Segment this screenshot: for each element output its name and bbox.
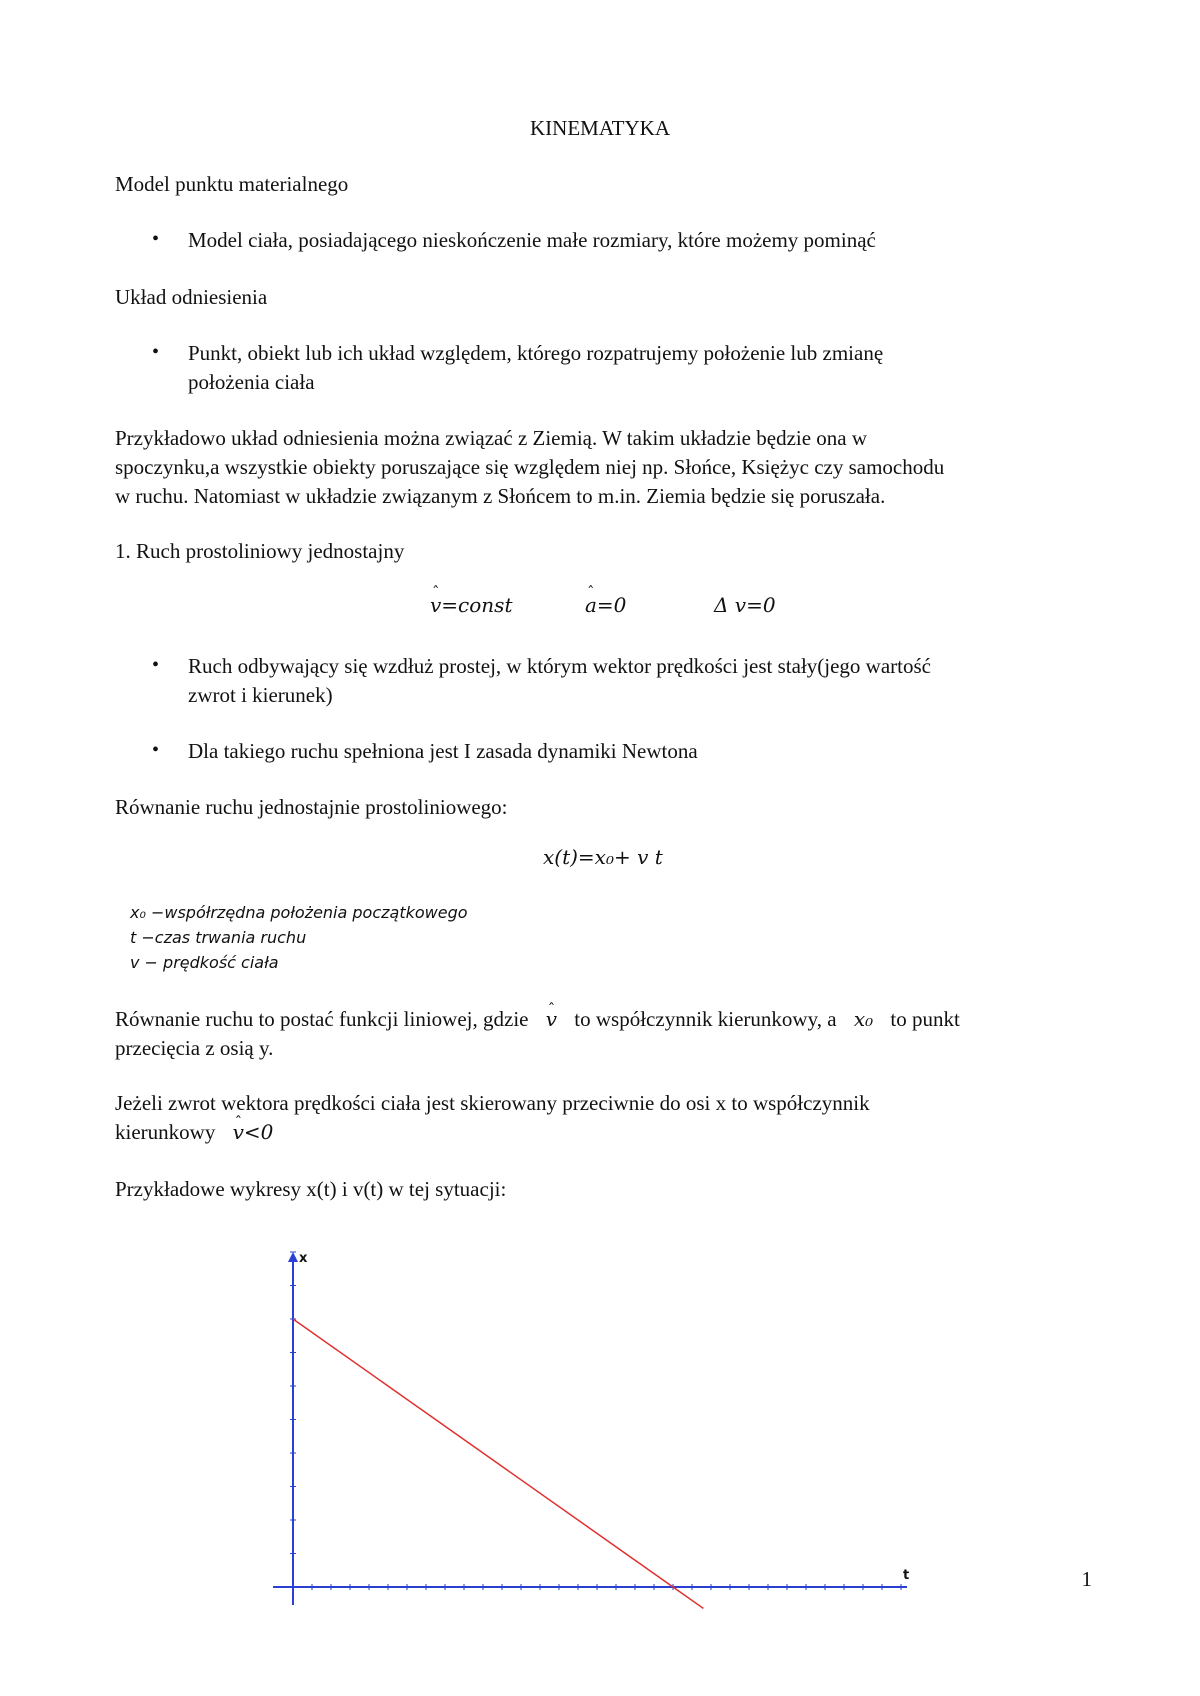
inline-v-text: ˆ v [546, 1005, 557, 1034]
legend-v: v − prędkość ciała [130, 953, 279, 972]
paragraph-line: Przykładowe wykresy x(t) i v(t) w tej sytuacji: [115, 1177, 507, 1201]
y-axis-arrow [288, 1252, 298, 1262]
text-segment: kierunkowy [115, 1120, 216, 1144]
bullet-uklad-line2: położenia ciała [188, 370, 315, 394]
inline-v [546, 1007, 557, 1031]
bullet-marker: • [152, 654, 160, 676]
bullet-marker: • [152, 341, 160, 363]
page-title: KINEMATYKA [530, 116, 670, 140]
paragraph-line: Jeżeli zwrot wektora prędkości ciała jest skierowany przeciwnie do osi x to współczynnik [115, 1091, 870, 1115]
equation-text: ˆ a=0 [585, 593, 626, 617]
bullet-model: Model ciała, posiadającego nieskończenie małe rozmiary, które możemy pominąć [188, 228, 876, 252]
x-axis-label: t [903, 1568, 910, 1583]
paragraph-line: Przykładowo układ odniesienia można związać z Ziemią. W takim układzie będzie ona w [115, 426, 868, 450]
equation-v-const [430, 593, 512, 617]
series-line-0 [293, 1319, 703, 1608]
equation-a-zero [585, 593, 626, 617]
text-segment: to współczynnik kierunkowy, a [574, 1007, 837, 1031]
inline-v-neg-text: ˆ v<0 [233, 1118, 274, 1147]
heading-ruch: 1. Ruch prostoliniowy jednostajny [115, 539, 405, 563]
text-segment: Równanie ruchu to postać funkcji liniowej, gdzie [115, 1007, 529, 1031]
text-segment: to punkt [890, 1007, 960, 1031]
inline-v-neg [233, 1120, 274, 1144]
legend-x0: x₀ −współrzędna położenia początkowego [130, 903, 468, 922]
heading-model: Model punktu materialnego [115, 172, 349, 196]
inline-x0: x₀ [853, 1007, 874, 1031]
xt-chart [265, 1251, 955, 1625]
equation-text: ˆ v=const [430, 593, 512, 617]
page-number: 1 [1081, 1567, 1092, 1591]
bullet-marker: • [152, 228, 160, 250]
equation-main: x(t)=x₀+ v t [543, 845, 663, 869]
bullet-ruch-line2: zwrot i kierunek) [188, 683, 333, 707]
bullet-ruch-line1: Ruch odbywający się wzdłuż prostej, w którym wektor prędkości jest stały(jego wartość [188, 654, 931, 678]
equation-delta-v: Δ v=0 [714, 593, 776, 617]
bullet-marker: • [152, 739, 160, 761]
y-axis-label: x [299, 1251, 308, 1266]
paragraph-line [115, 1005, 960, 1034]
legend-t: t −czas trwania ruchu [130, 928, 307, 947]
paragraph-line: przecięcia z osią y. [115, 1036, 274, 1060]
paragraph-line: w ruchu. Natomiast w układzie związanym z Słońcem to m.in. Ziemia będzie się poruszała. [115, 484, 886, 508]
heading-rownanie: Równanie ruchu jednostajnie prostoliniowego: [115, 795, 508, 819]
bullet-uklad-line1: Punkt, obiekt lub ich układ względem, którego rozpatrujemy położenie lub zmianę [188, 341, 884, 365]
heading-uklad: Układ odniesienia [115, 285, 268, 309]
paragraph-line: spoczynku,a wszystkie obiekty poruszające się względem niej np. Słońce, Księżyc czy samochodu [115, 455, 945, 479]
bullet-newton: Dla takiego ruchu spełniona jest I zasada dynamiki Newtona [188, 739, 698, 763]
paragraph-line [115, 1118, 273, 1147]
